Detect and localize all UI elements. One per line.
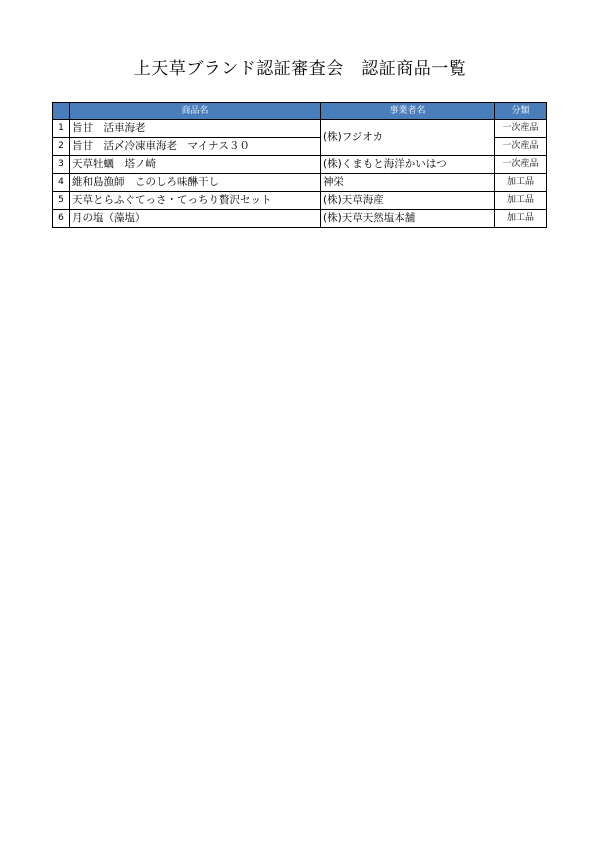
- product-name-cell: 旨甘 活車海老: [70, 120, 321, 138]
- table-row: [53, 210, 547, 228]
- category-cell: 一次産品: [495, 120, 547, 138]
- category-cell: 一次産品: [495, 138, 547, 156]
- company-name-cell: (株)くまもと海洋かいはつ: [321, 156, 495, 174]
- table-row: [53, 120, 547, 138]
- table-row: [53, 156, 547, 174]
- company-name-cell: 神栄: [321, 174, 495, 192]
- category-cell: 一次産品: [495, 156, 547, 174]
- header-number: [53, 103, 70, 120]
- company-name-cell: (株)天草天然塩本舗: [321, 210, 495, 228]
- table-row: [53, 174, 547, 192]
- category-cell: 加工品: [495, 210, 547, 228]
- product-name-cell: 旨甘 活〆冷凍車海老 マイナス３０: [70, 138, 321, 156]
- company-name-cell: (株)フジオカ: [321, 120, 495, 156]
- row-number: 6: [53, 210, 70, 228]
- header-company-name: 事業者名: [321, 103, 495, 120]
- row-number: 1: [53, 120, 70, 138]
- header-category: 分類: [495, 103, 547, 120]
- product-name-cell: 維和島漁師 このしろ味醂干し: [70, 174, 321, 192]
- header-product-name: 商品名: [70, 103, 321, 120]
- category-cell: 加工品: [495, 174, 547, 192]
- row-number: 2: [53, 138, 70, 156]
- category-cell: 加工品: [495, 192, 547, 210]
- row-number: 5: [53, 192, 70, 210]
- page-title: 上天草ブランド認証審査会 認証商品一覧: [133, 59, 467, 79]
- product-name-cell: 天草とらふぐてっさ・てっちり贅沢セット: [70, 192, 321, 210]
- product-name-cell: 天草牡蠣 塔ノ崎: [70, 156, 321, 174]
- certified-products-table: [52, 102, 547, 228]
- product-name-cell: 月の塩（藻塩）: [70, 210, 321, 228]
- company-name-cell: (株)天草海産: [321, 192, 495, 210]
- table-header-row: [53, 103, 547, 120]
- row-number: 4: [53, 174, 70, 192]
- row-number: 3: [53, 156, 70, 174]
- table-row: [53, 192, 547, 210]
